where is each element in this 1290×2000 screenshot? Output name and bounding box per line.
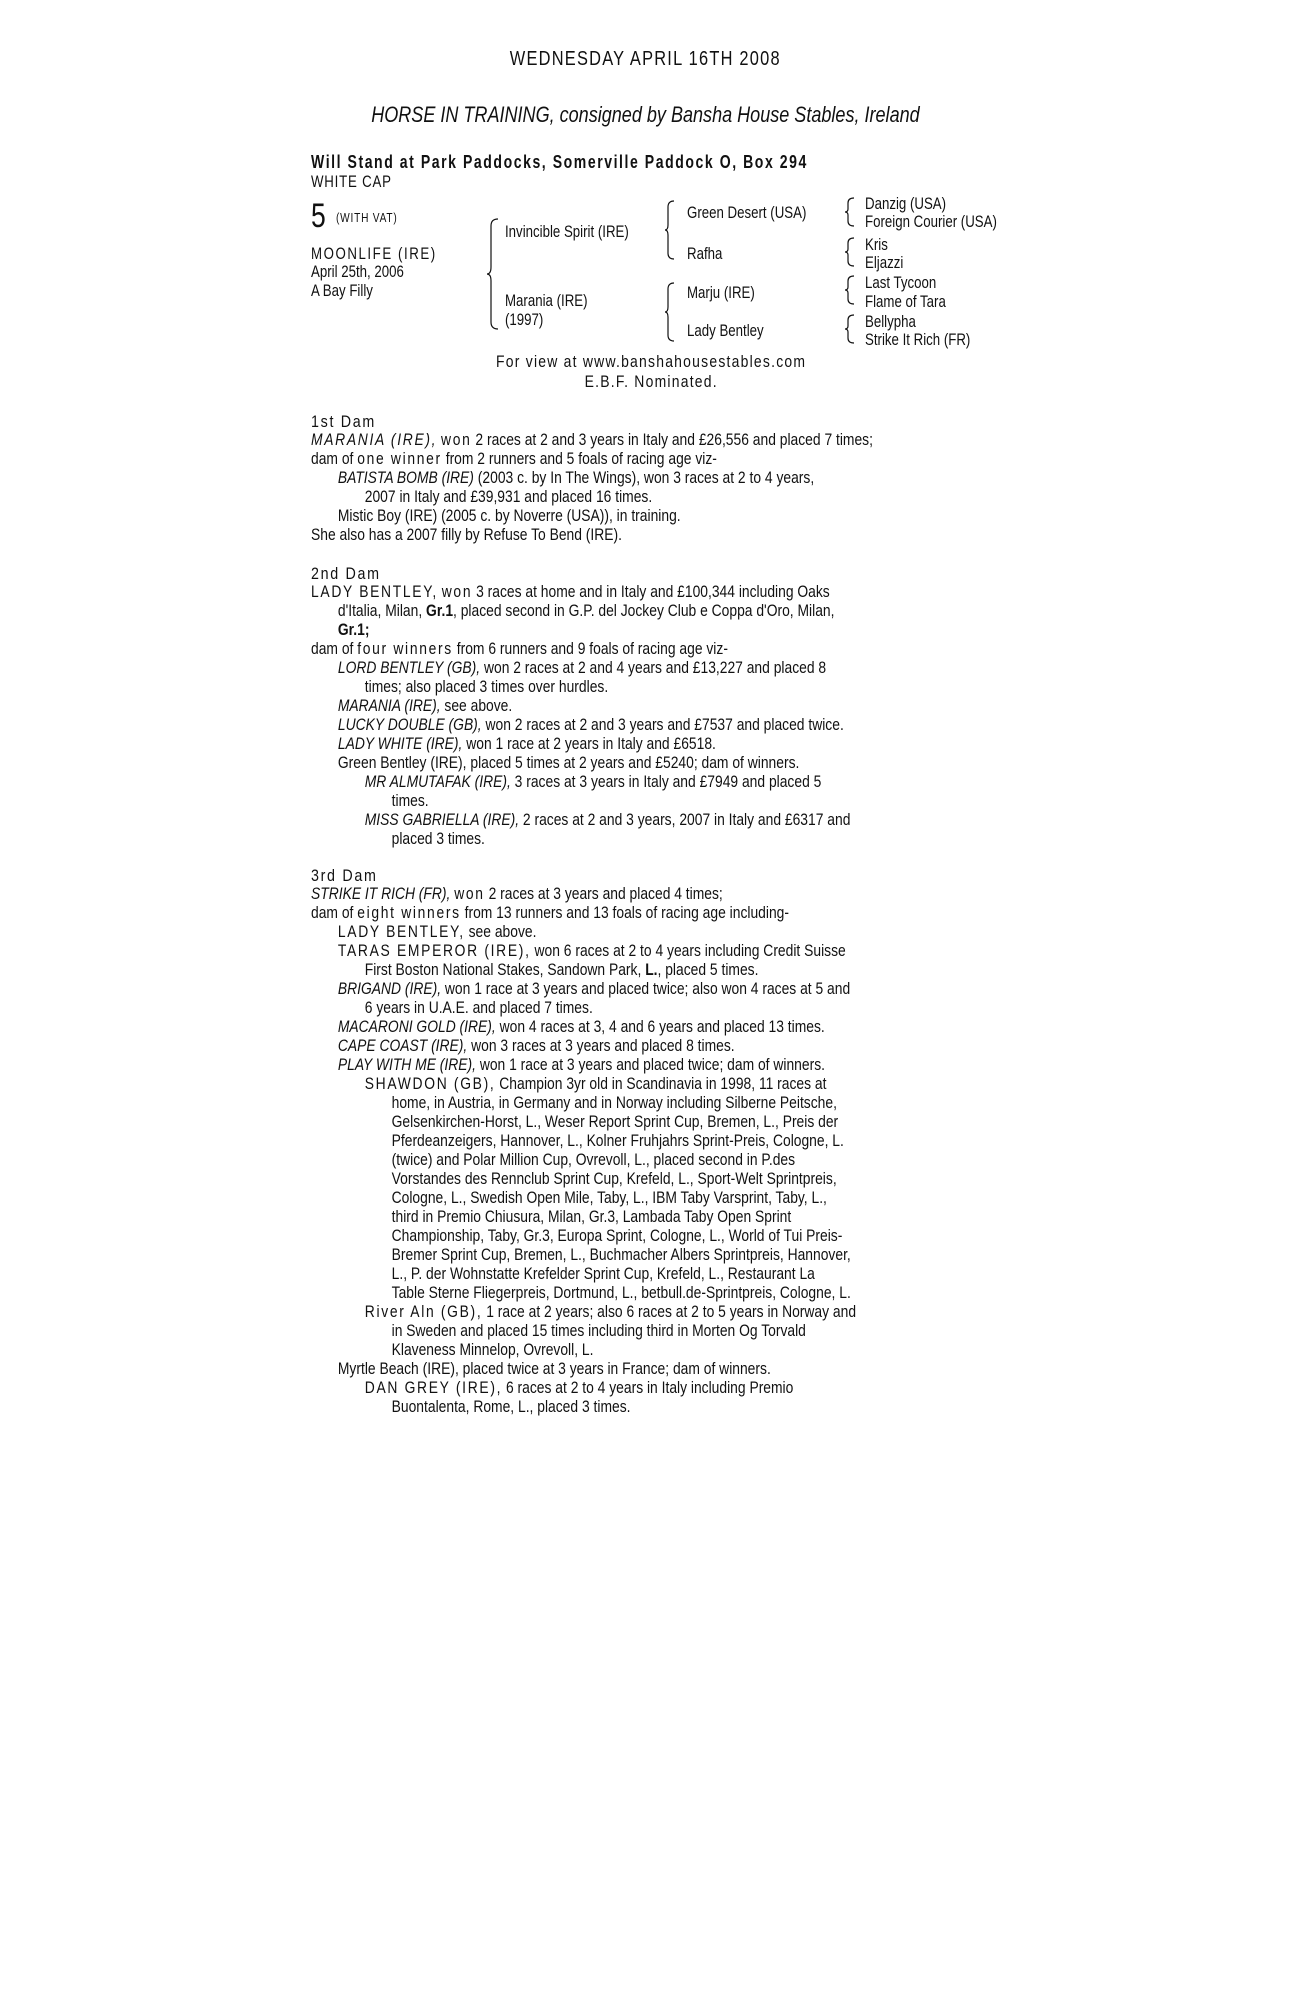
third-dam-line: SHAWDON (GB), Champion 3yr old in Scandinavia in 1998, 11 races at: [364, 1075, 827, 1093]
first-dam-line: 2007 in Italy and £39,931 and placed 16 times.: [364, 488, 653, 506]
second-dam-line: Green Bentley (IRE), placed 5 times at 2 years and £5240; dam of winners.: [337, 754, 800, 772]
pedigree-brace-sire: [664, 200, 676, 260]
pedigree-brace-sd: [844, 237, 856, 267]
third-dam-line: MACARONI GOLD (IRE), won 4 races at 3, 4 and 6 years and placed 13 times.: [337, 1018, 825, 1036]
pedigree-sire-dam: Rafha: [687, 244, 723, 263]
pedigree-brace-dam: [664, 282, 676, 342]
second-dam-line: LORD BENTLEY (GB), won 2 races at 2 and 4 years and £13,227 and placed 8: [337, 659, 827, 677]
pedigree-dam-year: (1997): [505, 310, 544, 329]
first-dam-line: She also has a 2007 filly by Refuse To Bend (IRE).: [311, 526, 623, 544]
stand-location: Will Stand at Park Paddocks, Somerville Paddock O, Box 294: [311, 152, 808, 172]
consignor-header: HORSE IN TRAINING, consigned by Bansha House Stables, Ireland: [370, 102, 920, 127]
second-dam-line: dam of four winners from 6 runners and 9 foals of racing age viz-: [311, 640, 728, 658]
second-dam-heading: 2nd Dam: [311, 564, 381, 583]
third-dam-line: Klaveness Minnelop, Ovrevoll, L.: [391, 1341, 594, 1359]
third-dam-line: L., P. der Wohnstatte Krefelder Sprint Cup, Krefeld, L., Restaurant La: [391, 1265, 815, 1283]
horse-name: MOONLIFE (IRE): [311, 244, 437, 263]
third-dam-section: [311, 866, 1001, 1417]
second-dam-line: LUCKY DOUBLE (GB), won 2 races at 2 and 3 years and £7537 and placed twice.: [337, 716, 844, 734]
first-dam-line: BATISTA BOMB (IRE) (2003 c. by In The Wings), won 3 races at 2 to 4 years,: [337, 469, 815, 487]
third-dam-line: (twice) and Polar Million Cup, Ovrevoll, L., placed second in P.des: [391, 1151, 796, 1169]
second-dam-line: times; also placed 3 times over hurdles.: [364, 678, 609, 696]
third-dam-line: home, in Austria, in Germany and in Norway including Silberne Peitsche,: [391, 1094, 837, 1112]
horse-description: A Bay Filly: [311, 281, 373, 300]
third-dam-line: TARAS EMPEROR (IRE), won 6 races at 2 to 4 years including Credit Suisse: [337, 942, 846, 960]
first-dam-section: [311, 412, 1001, 545]
third-dam-line: DAN GREY (IRE), 6 races at 2 to 4 years in Italy including Premio: [364, 1379, 794, 1397]
second-dam-line: placed 3 times.: [391, 830, 485, 848]
third-dam-line: dam of eight winners from 13 runners and 13 foals of racing age including-: [311, 904, 789, 922]
second-dam-line: LADY WHITE (IRE), won 1 race at 2 years in Italy and £6518.: [337, 735, 716, 753]
ebf-note: E.B.F. Nominated.: [584, 372, 718, 391]
second-dam-line: MISS GABRIELLA (IRE), 2 races at 2 and 3 years, 2007 in Italy and £6317 and: [364, 811, 851, 829]
pedigree-dds: Bellypha: [865, 312, 916, 331]
pedigree-sire: Invincible Spirit (IRE): [505, 222, 629, 241]
third-dam-line: Championship, Taby, Gr.3, Europa Sprint, Cologne, L., World of Tui Preis-: [391, 1227, 843, 1245]
pedigree-dam-sire: Marju (IRE): [687, 283, 755, 302]
third-dam-line: Gelsenkirchen-Horst, L., Weser Report Sprint Cup, Bremen, L., Preis der: [391, 1113, 839, 1131]
pedigree-brace-main: [486, 218, 500, 330]
third-dam-line: STRIKE IT RICH (FR), won 2 races at 3 years and placed 4 times;: [311, 885, 723, 903]
pedigree-brace-ss: [844, 197, 856, 227]
third-dam-line: 6 years in U.A.E. and placed 7 times.: [364, 999, 593, 1017]
pedigree-brace-ds: [844, 275, 856, 305]
third-dam-line: BRIGAND (IRE), won 1 race at 3 years and placed twice; also won 4 races at 5 and: [337, 980, 851, 998]
third-dam-line: LADY BENTLEY, see above.: [337, 923, 537, 941]
third-dam-line: Myrtle Beach (IRE), placed twice at 3 years in France; dam of winners.: [337, 1360, 771, 1378]
pedigree-dsd: Flame of Tara: [865, 292, 946, 311]
pedigree-dam: Marania (IRE): [505, 291, 588, 310]
third-dam-line: in Sweden and placed 15 times including third in Morten Og Torvald: [391, 1322, 806, 1340]
third-dam-line: Vorstandes des Rennclub Sprint Cup, Krefeld, L., Sport-Welt Sprintpreis,: [391, 1170, 837, 1188]
pedigree-sss: Danzig (USA): [865, 194, 947, 213]
pedigree-brace-dd: [844, 314, 856, 344]
third-dam-line: CAPE COAST (IRE), won 3 races at 3 years and placed 8 times.: [337, 1037, 735, 1055]
lot-number: 5: [311, 197, 326, 235]
third-dam-line: PLAY WITH ME (IRE), won 1 race at 3 years and placed twice; dam of winners.: [337, 1056, 825, 1074]
pedigree-sds: Kris: [865, 235, 888, 254]
second-dam-line: Gr.1;: [337, 621, 370, 639]
vat-note: (WITH VAT): [336, 210, 398, 225]
first-dam-line: MARANIA (IRE), won 2 races at 2 and 3 years in Italy and £26,556 and placed 7 times;: [311, 431, 873, 449]
pedigree-sire-sire: Green Desert (USA): [687, 203, 807, 222]
second-dam-line: MARANIA (IRE), see above.: [337, 697, 513, 715]
third-dam-line: Bremer Sprint Cup, Bremen, L., Buchmacher Albers Sprintpreis, Hannover,: [391, 1246, 851, 1264]
third-dam-line: Table Sterne Fliegerpreis, Dortmund, L., betbull.de-Sprintpreis, Cologne, L.: [391, 1284, 851, 1302]
third-dam-line: River Aln (GB), 1 race at 2 years; also 6 races at 2 to 5 years in Norway and: [364, 1303, 857, 1321]
third-dam-line: Buontalenta, Rome, L., placed 3 times.: [391, 1398, 631, 1416]
third-dam-line: First Boston National Stakes, Sandown Park, L., placed 5 times.: [364, 961, 759, 979]
first-dam-line: dam of one winner from 2 runners and 5 foals of racing age viz-: [311, 450, 717, 468]
third-dam-line: Pferdeanzeigers, Hannover, L., Kolner Fruhjahrs Sprint-Preis, Cologne, L.: [391, 1132, 844, 1150]
second-dam-line: LADY BENTLEY, won 3 races at home and in Italy and £100,344 including Oaks: [311, 583, 830, 601]
second-dam-line: MR ALMUTAFAK (IRE), 3 races at 3 years in Italy and £7949 and placed 5: [364, 773, 822, 791]
third-dam-heading: 3rd Dam: [311, 866, 378, 885]
pedigree-dss: Last Tycoon: [865, 273, 937, 292]
second-dam-section: [311, 564, 1001, 849]
pedigree-dam-dam: Lady Bentley: [687, 321, 764, 340]
pedigree-sdd: Eljazzi: [865, 253, 904, 272]
first-dam-line: Mistic Boy (IRE) (2005 c. by Noverre (USA)), in training.: [337, 507, 681, 525]
view-link[interactable]: For view at www.banshahousestables.com: [495, 352, 807, 371]
horse-dob: April 25th, 2006: [311, 262, 404, 281]
cap-colour: WHITE CAP: [311, 172, 392, 191]
second-dam-line: times.: [391, 792, 429, 810]
pedigree-ssd: Foreign Courier (USA): [865, 212, 997, 231]
third-dam-line: Cologne, L., Swedish Open Mile, Taby, L., IBM Taby Varsprint, Taby, L.,: [391, 1189, 827, 1207]
first-dam-heading: 1st Dam: [311, 412, 376, 431]
pedigree-ddd: Strike It Rich (FR): [865, 330, 971, 349]
sale-date: WEDNESDAY APRIL 16TH 2008: [509, 48, 781, 70]
third-dam-line: third in Premio Chiusura, Milan, Gr.3, Lambada Taby Open Sprint: [391, 1208, 792, 1226]
second-dam-line: d'Italia, Milan, Gr.1, placed second in G.P. del Jockey Club e Coppa d'Oro, Milan,: [337, 602, 835, 620]
